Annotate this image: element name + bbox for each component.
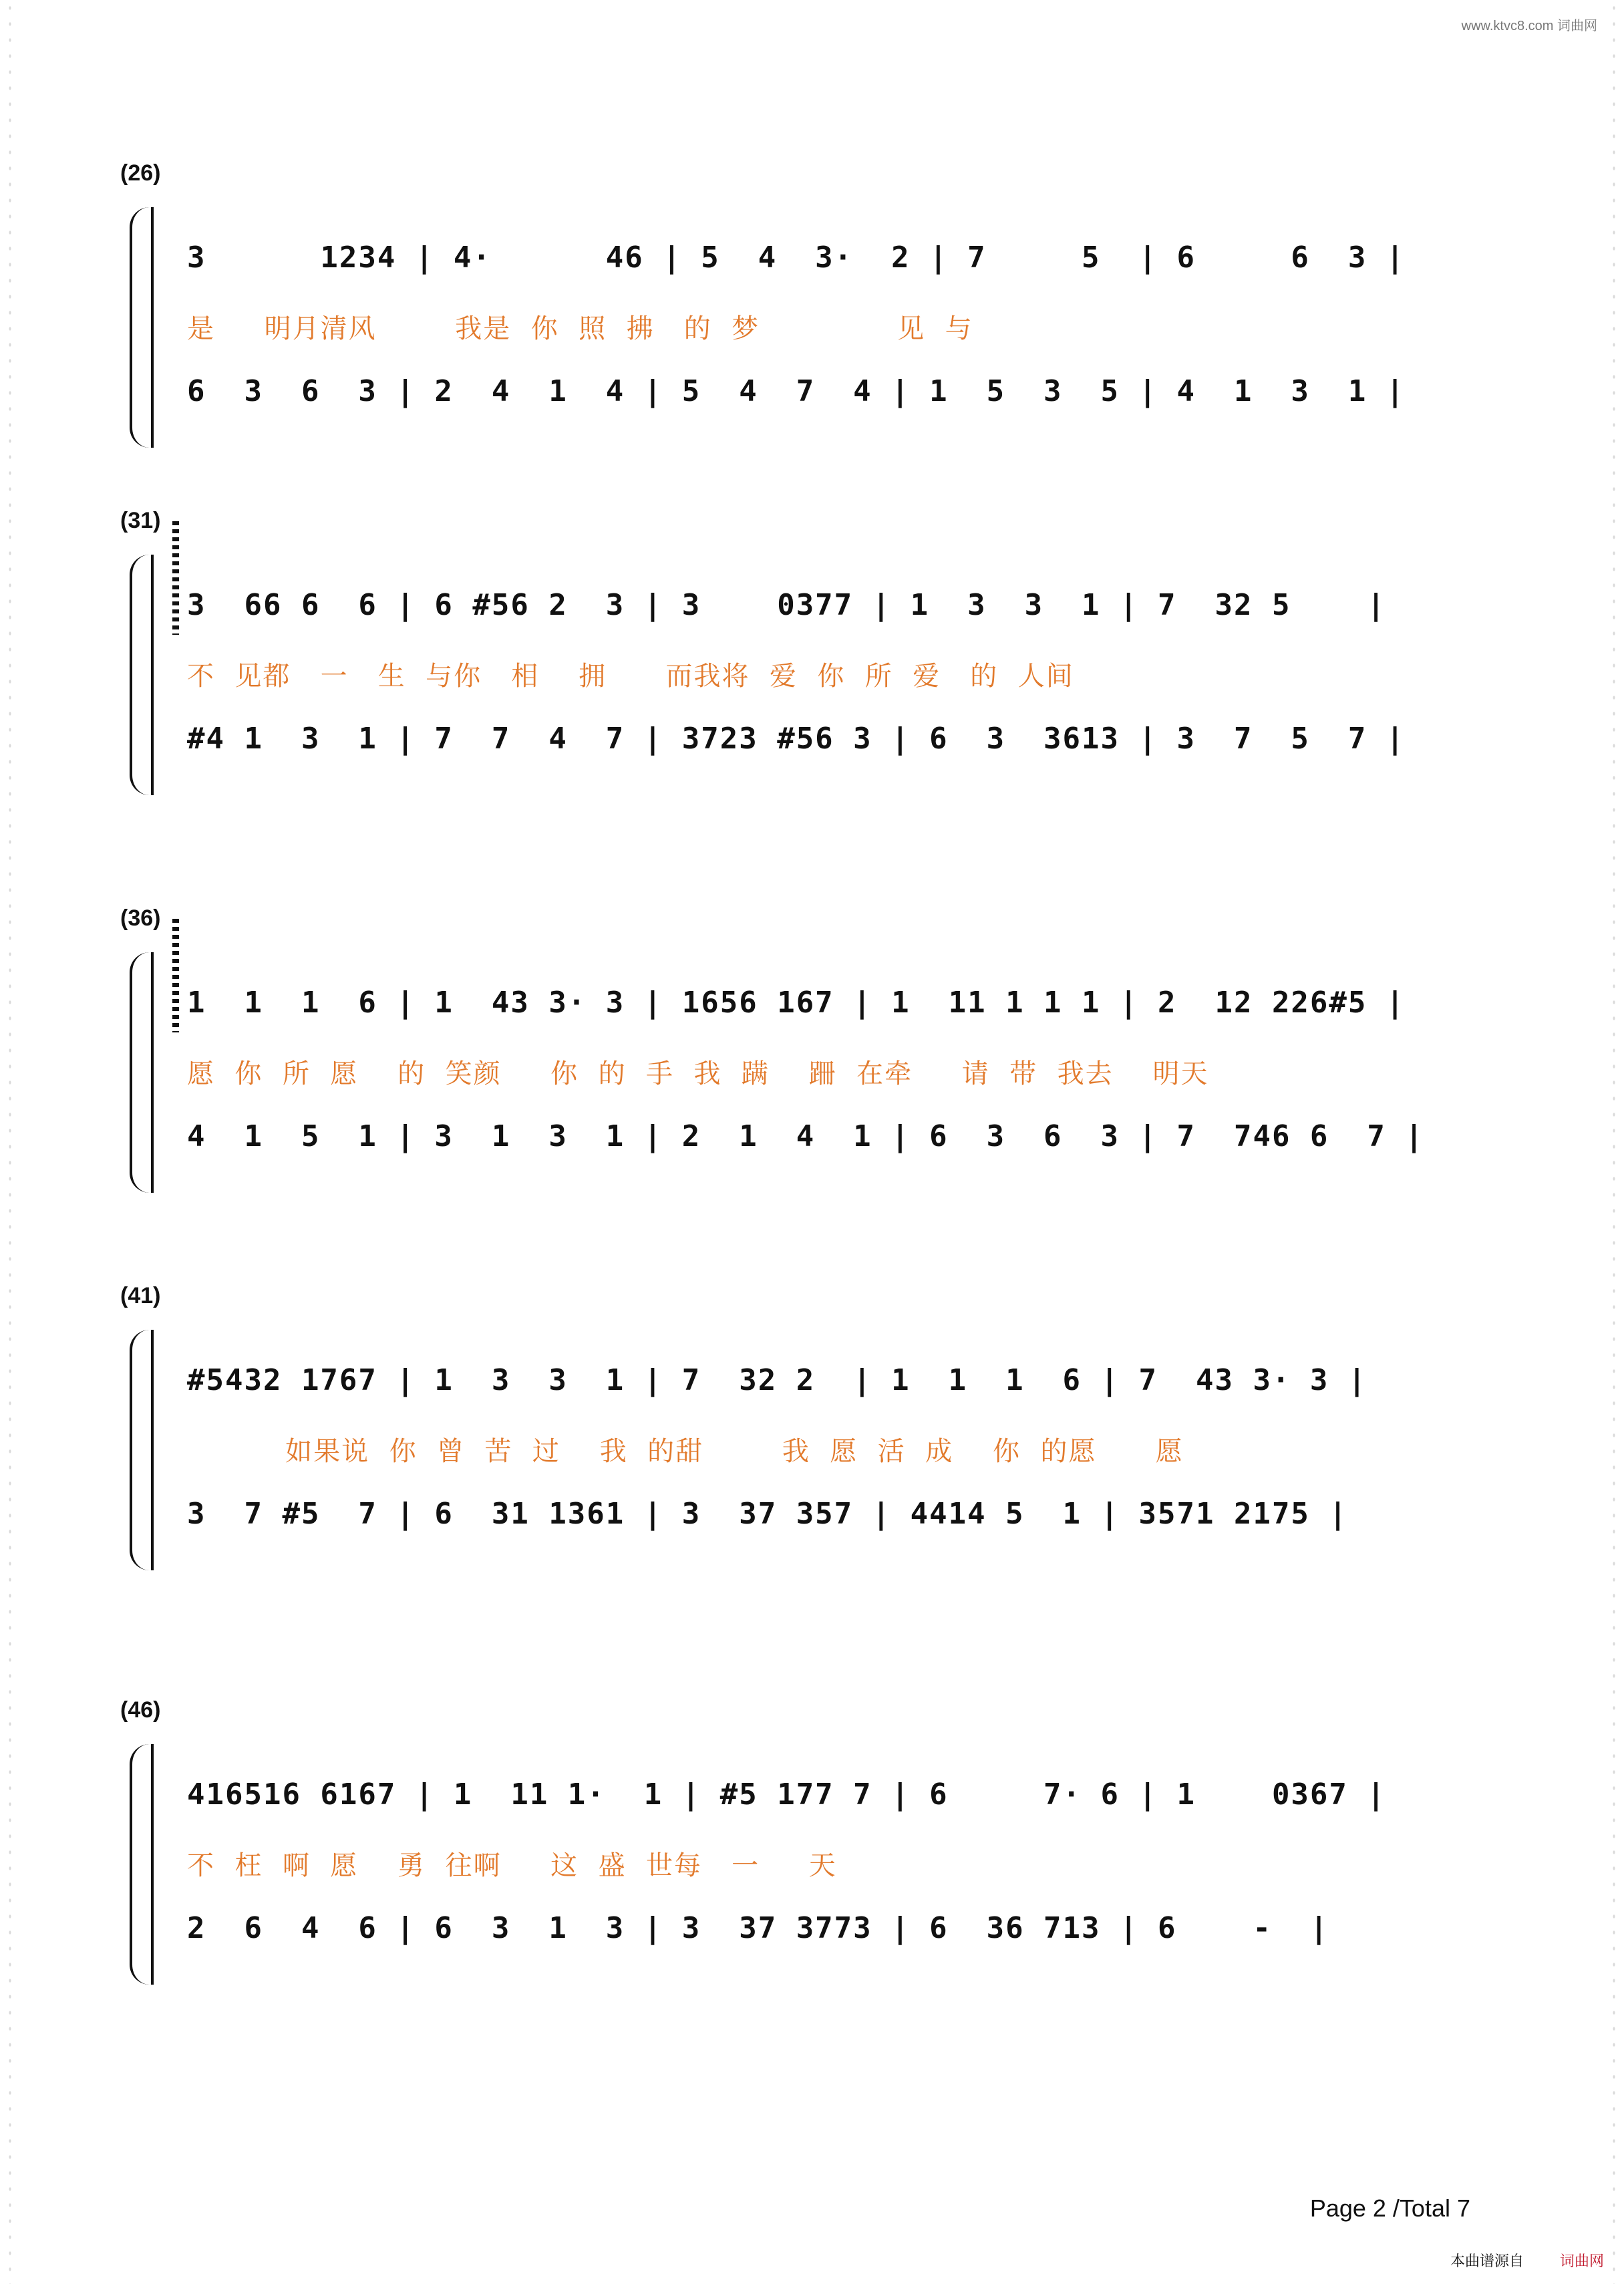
lyrics-line: 如果说 你 曾 苦 过 我 的甜 我 愿 活 成 你 的愿 愿 [187,1436,1184,1467]
bass-notes: 2 6 4 6 | 6 3 1 3 | 3 37 3773 | 6 36 713 | 6 - | [187,1911,1329,1945]
arpeggio-mark [172,521,179,635]
lyrics-line: 不 见都 一 生 与你 相 拥 而我将 爱 你 所 爱 的 人间 [187,661,1074,692]
measure-number: (41) [120,1283,161,1308]
lyrics-line: 愿 你 所 愿 的 笑颜 你 的 手 我 蹒 跚 在牵 请 带 我去 明天 [187,1058,1209,1089]
grand-staff-brace [130,952,151,1193]
measure-number: (26) [120,160,161,186]
lyrics-line: 不 枉 啊 愿 勇 往啊 这 盛 世每 一 天 [187,1850,837,1881]
page-indicator: Page 2 /Total 7 [1309,2194,1470,2222]
system-start-barline [151,1744,154,1985]
left-margin-dots [5,0,15,2284]
system-start-barline [151,1330,154,1570]
grand-staff-brace [130,1330,151,1570]
system-start-barline [151,555,154,795]
source-label: 本曲谱源自 [1450,2253,1524,2269]
bass-notes: #4 1 3 1 | 7 7 4 7 | 3723 #56 3 | 6 3 3613 | 3 7 5 7 | [187,722,1406,756]
arpeggio-mark [172,919,179,1032]
score-system-3 [120,905,1490,1280]
bass-notes: 3 7 #5 7 | 6 31 1361 | 3 37 357 | 4414 5 1 | 3571 2175 | [187,1497,1348,1531]
system-start-barline [151,952,154,1193]
measure-number: (46) [120,1697,161,1723]
treble-notes: 1 1 1 6 | 1 43 3· 3 | 1656 167 | 1 11 1 1 1 | 2 12 226#5 | [187,986,1406,1020]
lyrics-line: 是 明月清风 我是 你 照 拂 的 梦 见 与 [187,313,973,344]
score-system-5 [120,1697,1490,2072]
grand-staff-brace [130,207,151,448]
bass-notes: 6 3 6 3 | 2 4 1 4 | 5 4 7 4 | 1 5 3 5 | 4 1 3 1 | [187,374,1406,408]
treble-notes: 3 66 6 6 | 6 #56 2 3 | 3 0377 | 1 3 3 1 | 7 32 5 | [187,588,1386,622]
measure-number: (31) [120,508,161,533]
treble-notes: #5432 1767 | 1 3 3 1 | 7 32 2 | 1 1 1 6 | 7 43 3· 3 | [187,1363,1367,1397]
treble-notes: 416516 6167 | 1 11 1· 1 | #5 177 7 | 6 7· 6 | 1 0367 | [187,1777,1386,1812]
score-system-1 [120,160,1490,535]
bass-notes: 4 1 5 1 | 3 1 3 1 | 2 1 4 1 | 6 3 6 3 | 7 746 6 7 | [187,1119,1424,1153]
measure-number: (36) [120,905,161,931]
system-start-barline [151,207,154,448]
score-system-2 [120,508,1490,882]
grand-staff-brace [130,1744,151,1985]
brand-label: 词曲网 [1559,2253,1604,2269]
grand-staff-brace [130,555,151,795]
right-margin-dots [1609,0,1619,2284]
score-system-4 [120,1283,1490,1657]
site-watermark: www.ktvc8.com 词曲网 [1461,19,1597,33]
treble-notes: 3 1234 | 4· 46 | 5 4 3· 2 | 7 5 | 6 6 3 | [187,241,1406,275]
